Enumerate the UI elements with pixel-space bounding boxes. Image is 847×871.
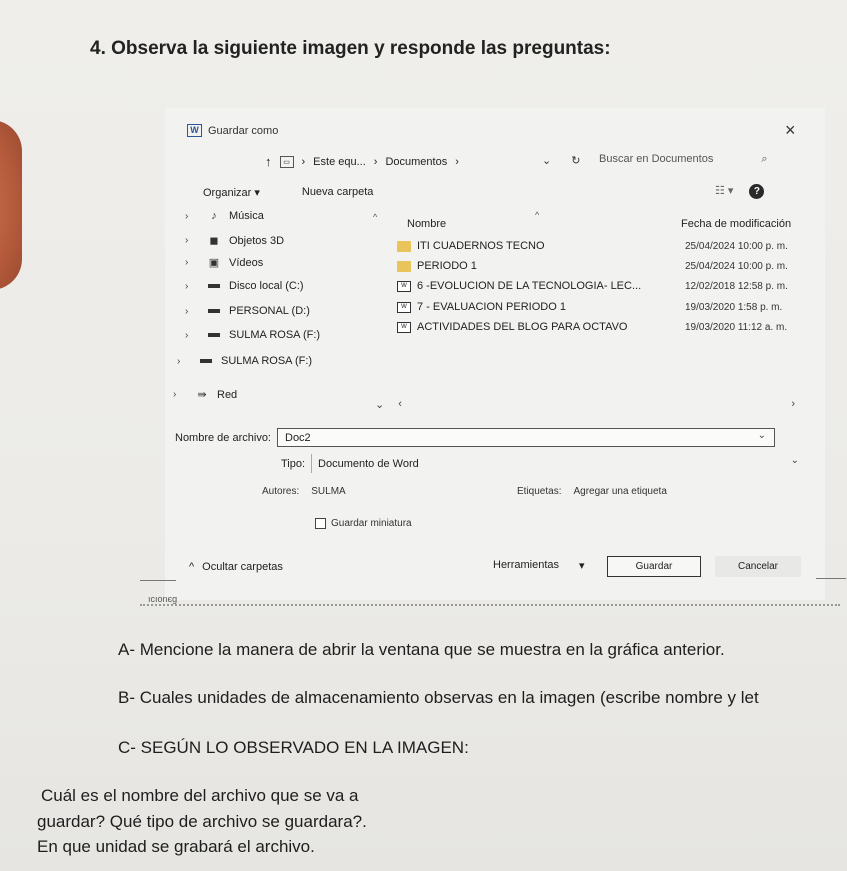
filename-row bbox=[175, 428, 775, 447]
filetype-value: Documento de Word bbox=[318, 457, 419, 470]
nav-item-label: SULMA ROSA (F:) bbox=[229, 329, 321, 341]
question-number: 4. bbox=[90, 38, 106, 59]
breadcrumb-documents[interactable]: Documentos bbox=[385, 155, 448, 168]
chevron-right-icon[interactable]: › bbox=[185, 305, 189, 317]
question-c-line2: guardar? Qué tipo de archivo se guardara?. bbox=[37, 812, 367, 831]
question-c: C- SEGÚN LO OBSERVADO EN LA IMAGEN: bbox=[118, 738, 469, 757]
nav-item-label: PERSONAL (D:) bbox=[229, 305, 310, 317]
chevron-right-icon[interactable]: › bbox=[185, 257, 189, 268]
nav-item-sulma-rosa-f[interactable] bbox=[185, 329, 320, 341]
chevron-down-icon[interactable]: ⌄ bbox=[757, 430, 766, 441]
thumb bbox=[0, 120, 22, 290]
video-icon: ▣ bbox=[208, 257, 220, 269]
view-controls bbox=[715, 184, 764, 199]
nav-item-label: Red bbox=[217, 388, 238, 401]
question-c-line1: Cuál es el nombre del archivo que se va a bbox=[41, 786, 359, 805]
hide-folders-button[interactable] bbox=[189, 561, 283, 573]
file-name: 6 -EVOLUCION DE LA TECNOLOGIA- LEC... bbox=[417, 280, 642, 292]
file-row[interactable] bbox=[397, 301, 822, 313]
caret-down-icon: ▾ bbox=[579, 560, 585, 572]
organize-button[interactable]: Organizar ▾ bbox=[203, 187, 260, 199]
nav-item-label: Vídeos bbox=[229, 256, 264, 269]
computer-icon: ▭ bbox=[280, 156, 294, 168]
checkbox-icon[interactable] bbox=[315, 518, 326, 529]
authors-row bbox=[262, 486, 346, 497]
file-date: 25/04/2024 10:00 p. m. bbox=[685, 260, 788, 272]
cut-line bbox=[140, 604, 840, 606]
filetype-label: Tipo: bbox=[281, 457, 306, 470]
file-row[interactable] bbox=[397, 260, 822, 272]
question-b: B- Cuales unidades de almacenamiento observas en la imagen (escribe nombre y let bbox=[118, 688, 759, 707]
filetype-select[interactable] bbox=[311, 454, 807, 473]
drive-icon bbox=[208, 333, 220, 337]
view-options-icon[interactable]: ☷ ▾ bbox=[715, 185, 734, 197]
nav-item-music[interactable] bbox=[185, 210, 264, 222]
divider bbox=[816, 578, 846, 579]
scroll-right-icon[interactable]: › bbox=[791, 398, 795, 410]
chevron-right-icon[interactable]: › bbox=[185, 280, 189, 292]
dialog-title: Guardar como bbox=[208, 124, 279, 137]
file-name: ITI CUADERNOS TECNO bbox=[417, 240, 545, 252]
sort-caret-icon: ^ bbox=[535, 210, 540, 220]
breadcrumb-this-pc[interactable]: Este equ... bbox=[313, 155, 366, 168]
nav-item-personal-d[interactable] bbox=[185, 305, 310, 317]
nav-item-sulma-rosa-f-2[interactable] bbox=[177, 355, 312, 367]
question-c-line3: En que unidad se grabará el archivo. bbox=[37, 837, 315, 856]
tags-value[interactable]: Agregar una etiqueta bbox=[573, 486, 667, 497]
chevron-down-icon[interactable]: ⌄ bbox=[542, 155, 552, 167]
save-as-dialog bbox=[165, 108, 825, 600]
file-name: ACTIVIDADES DEL BLOG PARA OCTAVO bbox=[417, 321, 628, 333]
question-a: A- Mencione la manera de abrir la ventana que se muestra en la gráfica anterior. bbox=[118, 640, 725, 659]
file-row[interactable] bbox=[397, 321, 822, 333]
nav-item-network[interactable] bbox=[173, 388, 237, 401]
dialog-footer bbox=[165, 556, 825, 580]
filetype-row bbox=[281, 454, 807, 473]
folder-icon bbox=[397, 241, 411, 252]
cube-icon: ◼ bbox=[209, 235, 219, 247]
caret-up-icon: ^ bbox=[373, 212, 378, 222]
filename-label: Nombre de archivo: bbox=[175, 431, 271, 444]
tags-label: Etiquetas: bbox=[517, 486, 562, 497]
drive-icon bbox=[208, 309, 220, 313]
refresh-icon[interactable]: ↻ bbox=[571, 155, 581, 167]
word-icon: W bbox=[187, 124, 202, 137]
search-input[interactable]: Buscar en Documentos bbox=[599, 153, 714, 165]
drive-icon bbox=[208, 284, 220, 288]
cut-off-text: ıcıonєg bbox=[148, 594, 178, 604]
save-thumbnail-checkbox[interactable] bbox=[315, 518, 412, 529]
word-doc-icon: W bbox=[397, 302, 411, 313]
tags-row bbox=[517, 486, 667, 497]
file-date: 19/03/2020 1:58 p. m. bbox=[685, 301, 783, 313]
address-controls bbox=[542, 154, 580, 167]
chevron-right-icon[interactable]: › bbox=[185, 235, 189, 246]
file-date: 25/04/2024 10:00 p. m. bbox=[685, 240, 788, 252]
tools-button[interactable] bbox=[493, 559, 585, 572]
nav-item-3d-objects[interactable] bbox=[185, 234, 284, 247]
authors-value[interactable]: SULMA bbox=[311, 486, 346, 497]
dialog-title-bar bbox=[187, 124, 278, 137]
scroll-left-icon[interactable]: ‹ bbox=[398, 398, 402, 410]
nav-item-label: Música bbox=[229, 210, 264, 222]
music-icon: ♪ bbox=[211, 210, 217, 222]
file-date: 12/02/2018 12:58 p. m. bbox=[685, 280, 788, 292]
file-row[interactable] bbox=[397, 280, 822, 292]
search-icon[interactable]: ⌕ bbox=[761, 153, 768, 165]
chevron-down-icon[interactable]: ⌄ bbox=[375, 399, 385, 411]
cancel-button[interactable]: Cancelar bbox=[715, 556, 801, 577]
up-arrow-icon[interactable]: ↑ bbox=[265, 154, 272, 169]
save-thumbnail-label: Guardar miniatura bbox=[331, 518, 412, 529]
nav-item-label: Objetos 3D bbox=[229, 234, 285, 247]
chevron-down-icon[interactable]: ⌄ bbox=[790, 455, 800, 466]
caret-up-icon: ^ bbox=[189, 561, 195, 573]
save-button[interactable]: Guardar bbox=[607, 556, 701, 577]
search-box[interactable] bbox=[599, 153, 799, 166]
file-date: 19/03/2020 11:12 a. m. bbox=[685, 321, 788, 333]
authors-label: Autores: bbox=[262, 486, 300, 497]
hide-folders-label: Ocultar carpetas bbox=[202, 561, 283, 573]
divider bbox=[140, 580, 176, 581]
file-row[interactable] bbox=[397, 240, 822, 252]
filename-field[interactable] bbox=[277, 428, 775, 447]
help-icon[interactable]: ? bbox=[749, 184, 764, 199]
nav-item-videos[interactable] bbox=[185, 256, 263, 269]
folder-icon bbox=[397, 261, 411, 272]
file-name: 7 - EVALUACION PERIODO 1 bbox=[417, 301, 566, 313]
toolbar bbox=[203, 186, 373, 199]
question-title-text: Observa la siguiente imagen y responde las preguntas: bbox=[111, 38, 611, 59]
drive-icon bbox=[200, 359, 212, 363]
file-name: PERIODO 1 bbox=[417, 260, 477, 272]
chevron-right-icon[interactable]: › bbox=[185, 210, 189, 222]
column-date-modified[interactable]: Fecha de modificación bbox=[681, 218, 792, 230]
nav-item-local-disk-c[interactable] bbox=[185, 280, 304, 292]
column-name[interactable]: Nombre bbox=[407, 218, 447, 230]
word-doc-icon: W bbox=[397, 281, 411, 292]
breadcrumb-sep-icon: › bbox=[455, 155, 459, 168]
breadcrumb-sep-icon: › bbox=[373, 155, 378, 168]
new-folder-button[interactable]: Nueva carpeta bbox=[301, 186, 374, 198]
breadcrumb-sep-icon: › bbox=[301, 155, 306, 168]
chevron-right-icon[interactable]: › bbox=[173, 389, 177, 400]
network-icon: ⇛ bbox=[197, 389, 207, 401]
tools-label: Herramientas bbox=[493, 559, 560, 571]
chevron-right-icon[interactable]: › bbox=[185, 329, 189, 341]
address-bar[interactable] bbox=[265, 154, 459, 169]
chevron-right-icon[interactable]: › bbox=[177, 355, 181, 367]
horizontal-scrollbar[interactable] bbox=[375, 398, 795, 411]
filename-value: Doc2 bbox=[285, 431, 311, 444]
word-doc-icon: W bbox=[397, 322, 411, 333]
question-4-title bbox=[90, 38, 611, 60]
close-icon[interactable]: × bbox=[785, 120, 796, 140]
nav-item-label: SULMA ROSA (F:) bbox=[221, 355, 313, 367]
nav-item-label: Disco local (C:) bbox=[229, 280, 304, 292]
